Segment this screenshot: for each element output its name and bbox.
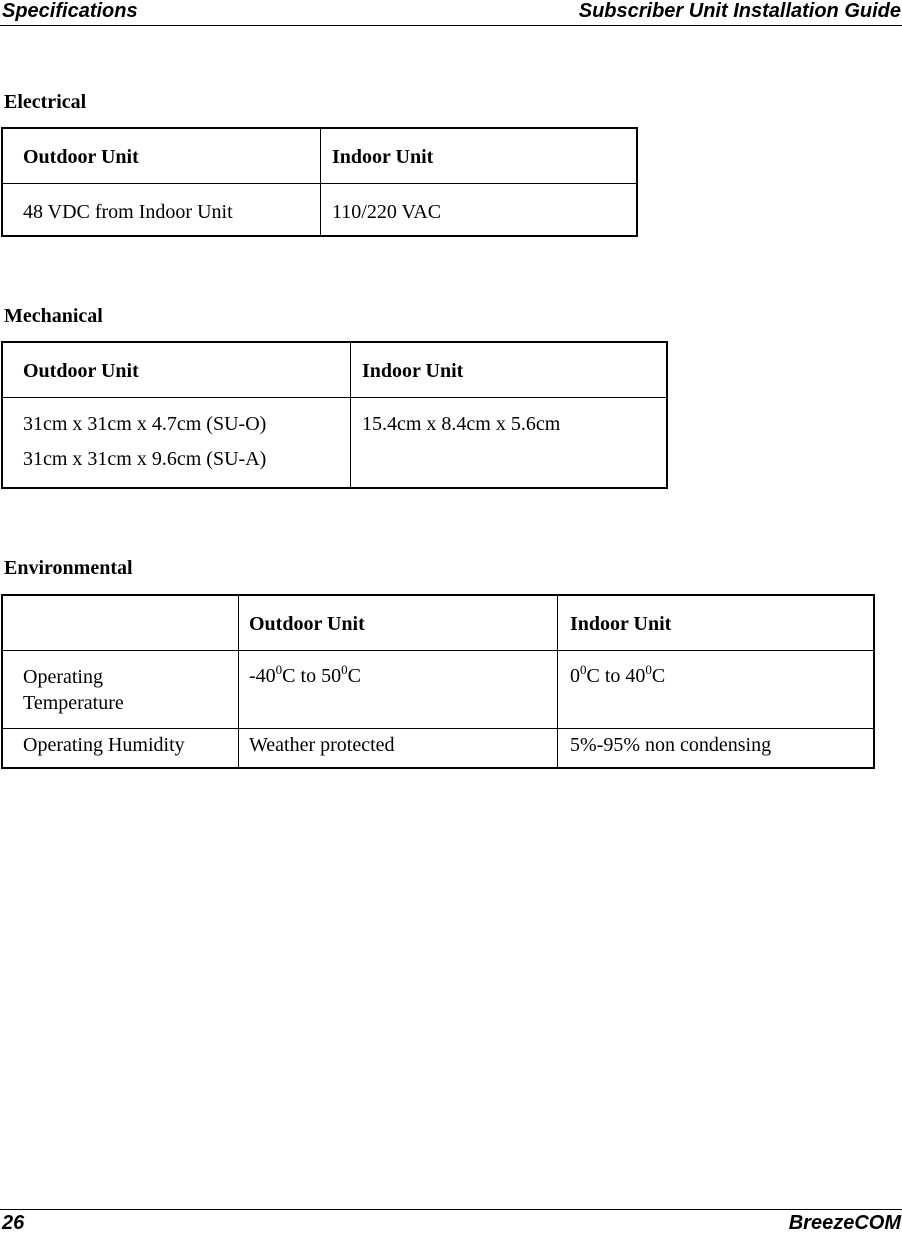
environmental-header-indoor: Indoor Unit — [558, 595, 875, 650]
electrical-table — [1, 127, 638, 237]
environmental-header-empty — [2, 595, 239, 650]
environmental-title: Environmental — [4, 557, 133, 579]
mechanical-outdoor-line-2: 31cm x 31cm x 9.6cm (SU-A) — [23, 447, 267, 470]
environmental-humidity-indoor: 5%-95% non condensing — [558, 728, 875, 768]
mechanical-header-outdoor: Outdoor Unit — [2, 342, 351, 397]
environmental-temp-label: Operating Temperature — [2, 650, 239, 728]
environmental-temp-outdoor: $-40^0C$ to $50^0C$ — [239, 650, 558, 728]
electrical-header-outdoor: Outdoor Unit — [2, 128, 321, 183]
mechanical-outdoor-value — [2, 397, 351, 488]
electrical-indoor-value: 110/220 VAC — [321, 183, 638, 236]
header-document-title: Subscriber Unit Installation Guide — [578, 0, 901, 22]
mechanical-header-indoor: Indoor Unit — [351, 342, 668, 397]
environmental-humidity-outdoor: Weather protected — [239, 728, 558, 768]
electrical-outdoor-value: 48 VDC from Indoor Unit — [2, 183, 321, 236]
electrical-header-indoor: Indoor Unit — [321, 128, 638, 183]
electrical-title: Electrical — [4, 91, 87, 113]
mechanical-title: Mechanical — [4, 305, 103, 327]
page-footer — [0, 1209, 902, 1233]
environmental-table — [1, 594, 875, 769]
page-number: 26 — [2, 1212, 25, 1234]
mechanical-indoor-value: 15.4cm x 8.4cm x 5.6cm — [351, 397, 668, 488]
header-section-title: Specifications — [2, 0, 138, 22]
footer-brand: BreezeCOM — [788, 1212, 901, 1234]
mechanical-outdoor-line-1: 31cm x 31cm x 4.7cm (SU-O) — [23, 412, 267, 435]
page-header — [0, 0, 902, 26]
environmental-temp-indoor: $0^0C$ to $40^0C$ — [558, 650, 875, 728]
environmental-humidity-label: Operating Humidity — [2, 728, 239, 768]
environmental-header-outdoor: Outdoor Unit — [239, 595, 558, 650]
mechanical-table — [1, 341, 668, 489]
